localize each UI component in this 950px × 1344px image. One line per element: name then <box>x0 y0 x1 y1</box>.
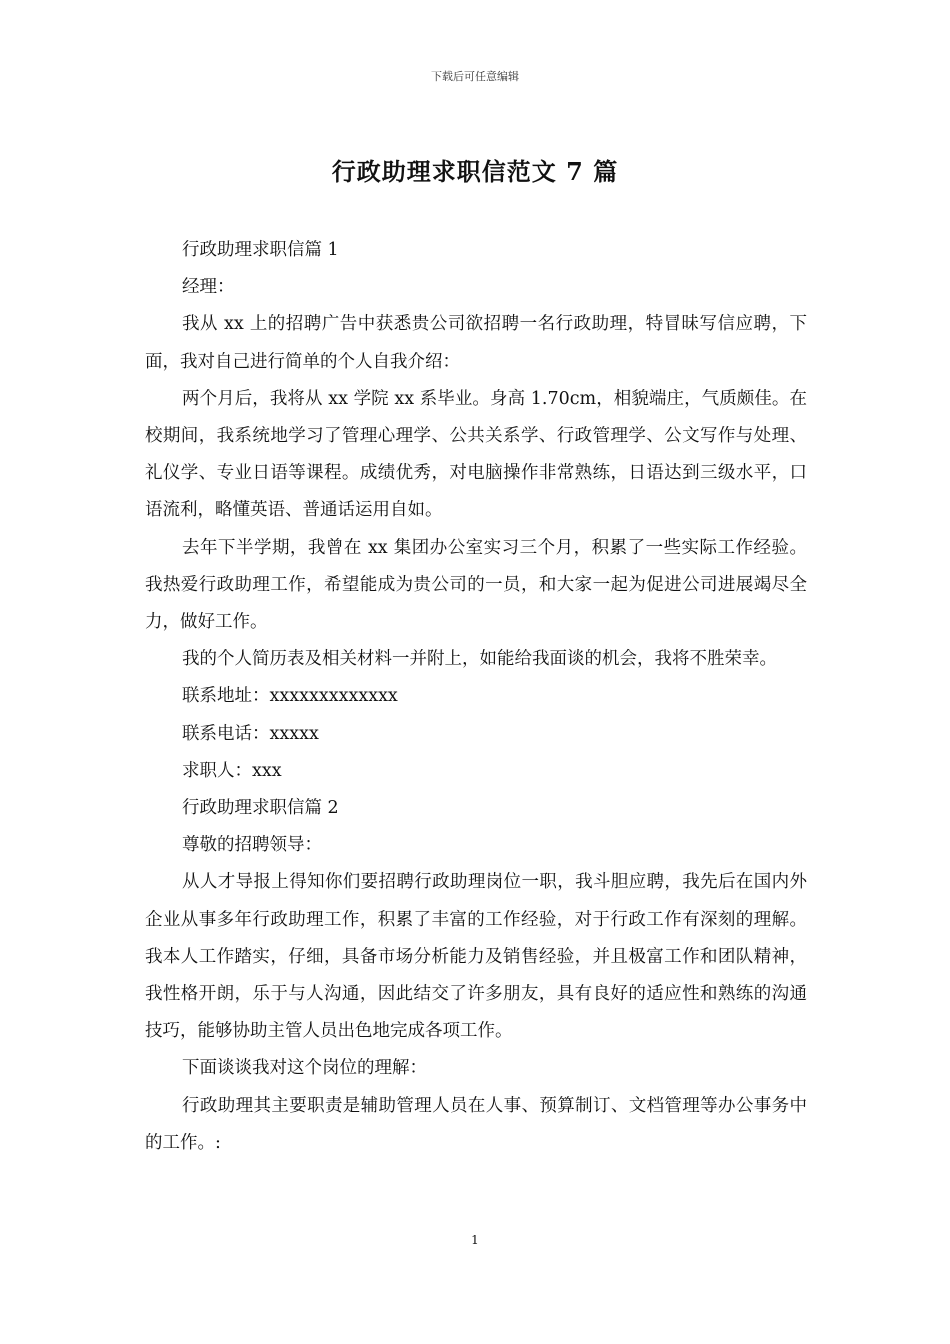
paragraph: 去年下半学期，我曾在 xx 集团办公室实习三个月，积累了一些实际工作经验。我热爱行政助理工作，希望能成为贵公司的一员，和大家一起为促进公司进展竭尽全力，做好工作。 <box>145 537 807 633</box>
applicant-name: 求职人：xxx <box>182 760 282 781</box>
letter-body <box>145 232 807 1162</box>
paragraph: 我的个人简历表及相关材料一并附上，如能给我面谈的机会，我将不胜荣幸。 <box>182 649 777 670</box>
document-title: 行政助理求职信范文 7 篇 <box>331 157 619 186</box>
paragraph: 行政助理其主要职责是辅助管理人员在人事、预算制订、文档管理等办公事务中的工作。: <box>145 1095 807 1153</box>
paragraph: 两个月后，我将从 xx 学院 xx 系毕业。身高 1.70cm，相貌端庄，气质颇佳。在校期间，我系统地学习了管理心理学、公共关系学、行政管理学、公文写作与处理、礼仪学、专业日语等课程。成绩优秀，对电脑操作非常熟练，日语达到三级水平，口语流利，略懂英语、普通话运用自如。 <box>145 388 807 521</box>
salutation: 尊敬的招聘领导： <box>182 835 322 856</box>
paragraph: 我从 xx 上的招聘广告中获悉贵公司欲招聘一名行政助理，特冒昧写信应聘，下面，我对自己进行简单的个人自我介绍： <box>145 314 807 372</box>
section-heading-1: 行政助理求职信篇 1 <box>182 240 339 260</box>
paragraph: 从人才导报上得知你们要招聘行政助理岗位一职，我斗胆应聘，我先后在国内外企业从事多年行政助理工作，积累了丰富的工作经验，对于行政工作有深刻的理解。我本人工作踏实，仔细，具备市场分析能力及销售经验，并且极富工作和团队精神，我性格开朗，乐于与人沟通，因此结交了许多朋友，具有良好的适应性和熟练的沟通技巧，能够协助主管人员出色地完成各项工作。 <box>145 872 807 1042</box>
contact-address: 联系地址：xxxxxxxxxxxxx <box>182 686 398 707</box>
section-heading-2: 行政助理求职信篇 2 <box>182 798 339 819</box>
salutation: 经理： <box>182 277 235 298</box>
contact-phone: 联系电话：xxxxx <box>182 723 319 744</box>
paragraph: 下面谈谈我对这个岗位的理解： <box>182 1058 427 1079</box>
header-note: 下载后可任意编辑 <box>431 70 519 83</box>
page-number: 1 <box>471 1233 479 1247</box>
